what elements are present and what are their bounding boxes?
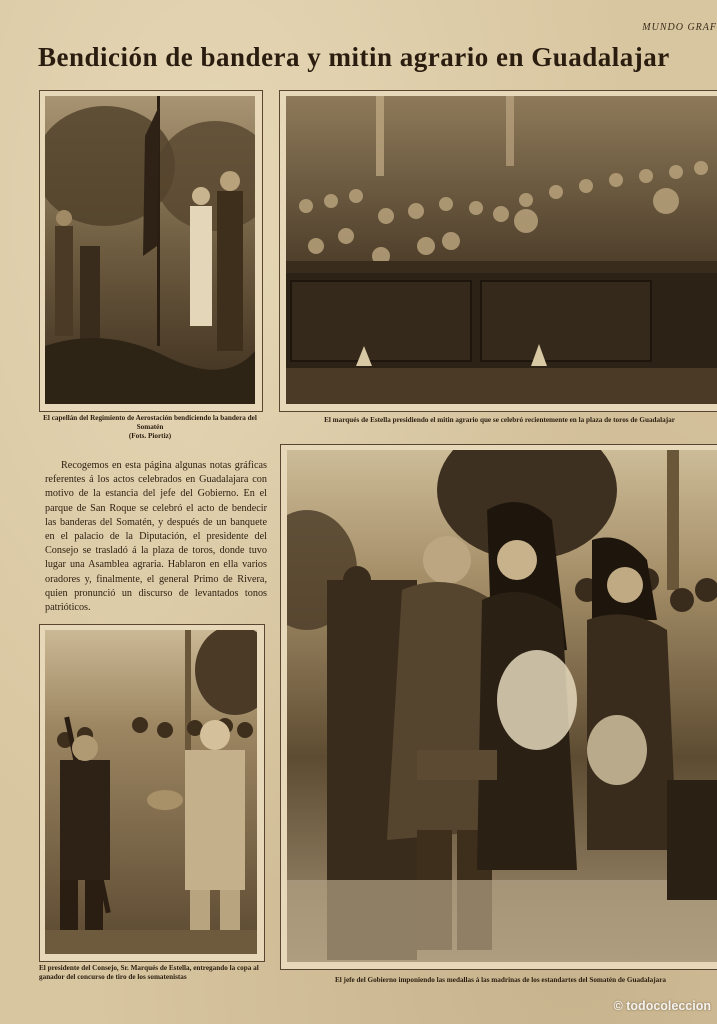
caption-medal-ceremony: El jefe del Gobierno imponiendo las medallas á las madrinas de los estandartes del Somatén de Guadalajara <box>334 976 667 984</box>
photo-credit: (Fots. Piortiz) <box>128 432 172 440</box>
watermark: © todocoleccion <box>613 999 711 1013</box>
photo-trophy-presentation <box>45 630 257 954</box>
page-headline: Bendición de bandera y mitin agrario en Guadalajar <box>38 42 670 72</box>
caption-flag-blessing <box>41 414 259 444</box>
caption-agrarian-rally: El marqués de Estella presidiendo el mitin agrario que se celebró recientemente en la plaza de toros de Guadalajar <box>324 416 675 424</box>
article-body: Recogemos en esta página algunas notas gráficas referentes á los actos celebrados en Guadalajara con motivo de la estancia del jefe del Gobierno. En el parque de San Roque se celebró el acto de bendecir las banderas del Somatén, y después de un banquete en el palacio de la Diputación, el presidente del Consejo se trasladó á la plaza de toros, donde tuvo lugar una Asamblea agraria. Hablaron en ella varios oradores y, finalmente, el general Primo de Rivera, quien pronunció un discurso de levantados tonos patrióticos. <box>45 460 267 614</box>
photo-flag-blessing <box>45 96 255 404</box>
photo-agrarian-rally <box>286 96 717 404</box>
caption-trophy-presentation: El presidente del Consejo, Sr. Marqués de Estella, entregando la copa al ganador del concurso de tiro de los somatenistas <box>39 964 259 981</box>
publication-header: MUNDO GRAF <box>642 22 717 33</box>
photo-medal-ceremony <box>287 450 717 962</box>
caption-flag-blessing-text: El capellán del Regimiento de Aerostación bendiciendo la bandera del Somatén <box>43 414 257 431</box>
